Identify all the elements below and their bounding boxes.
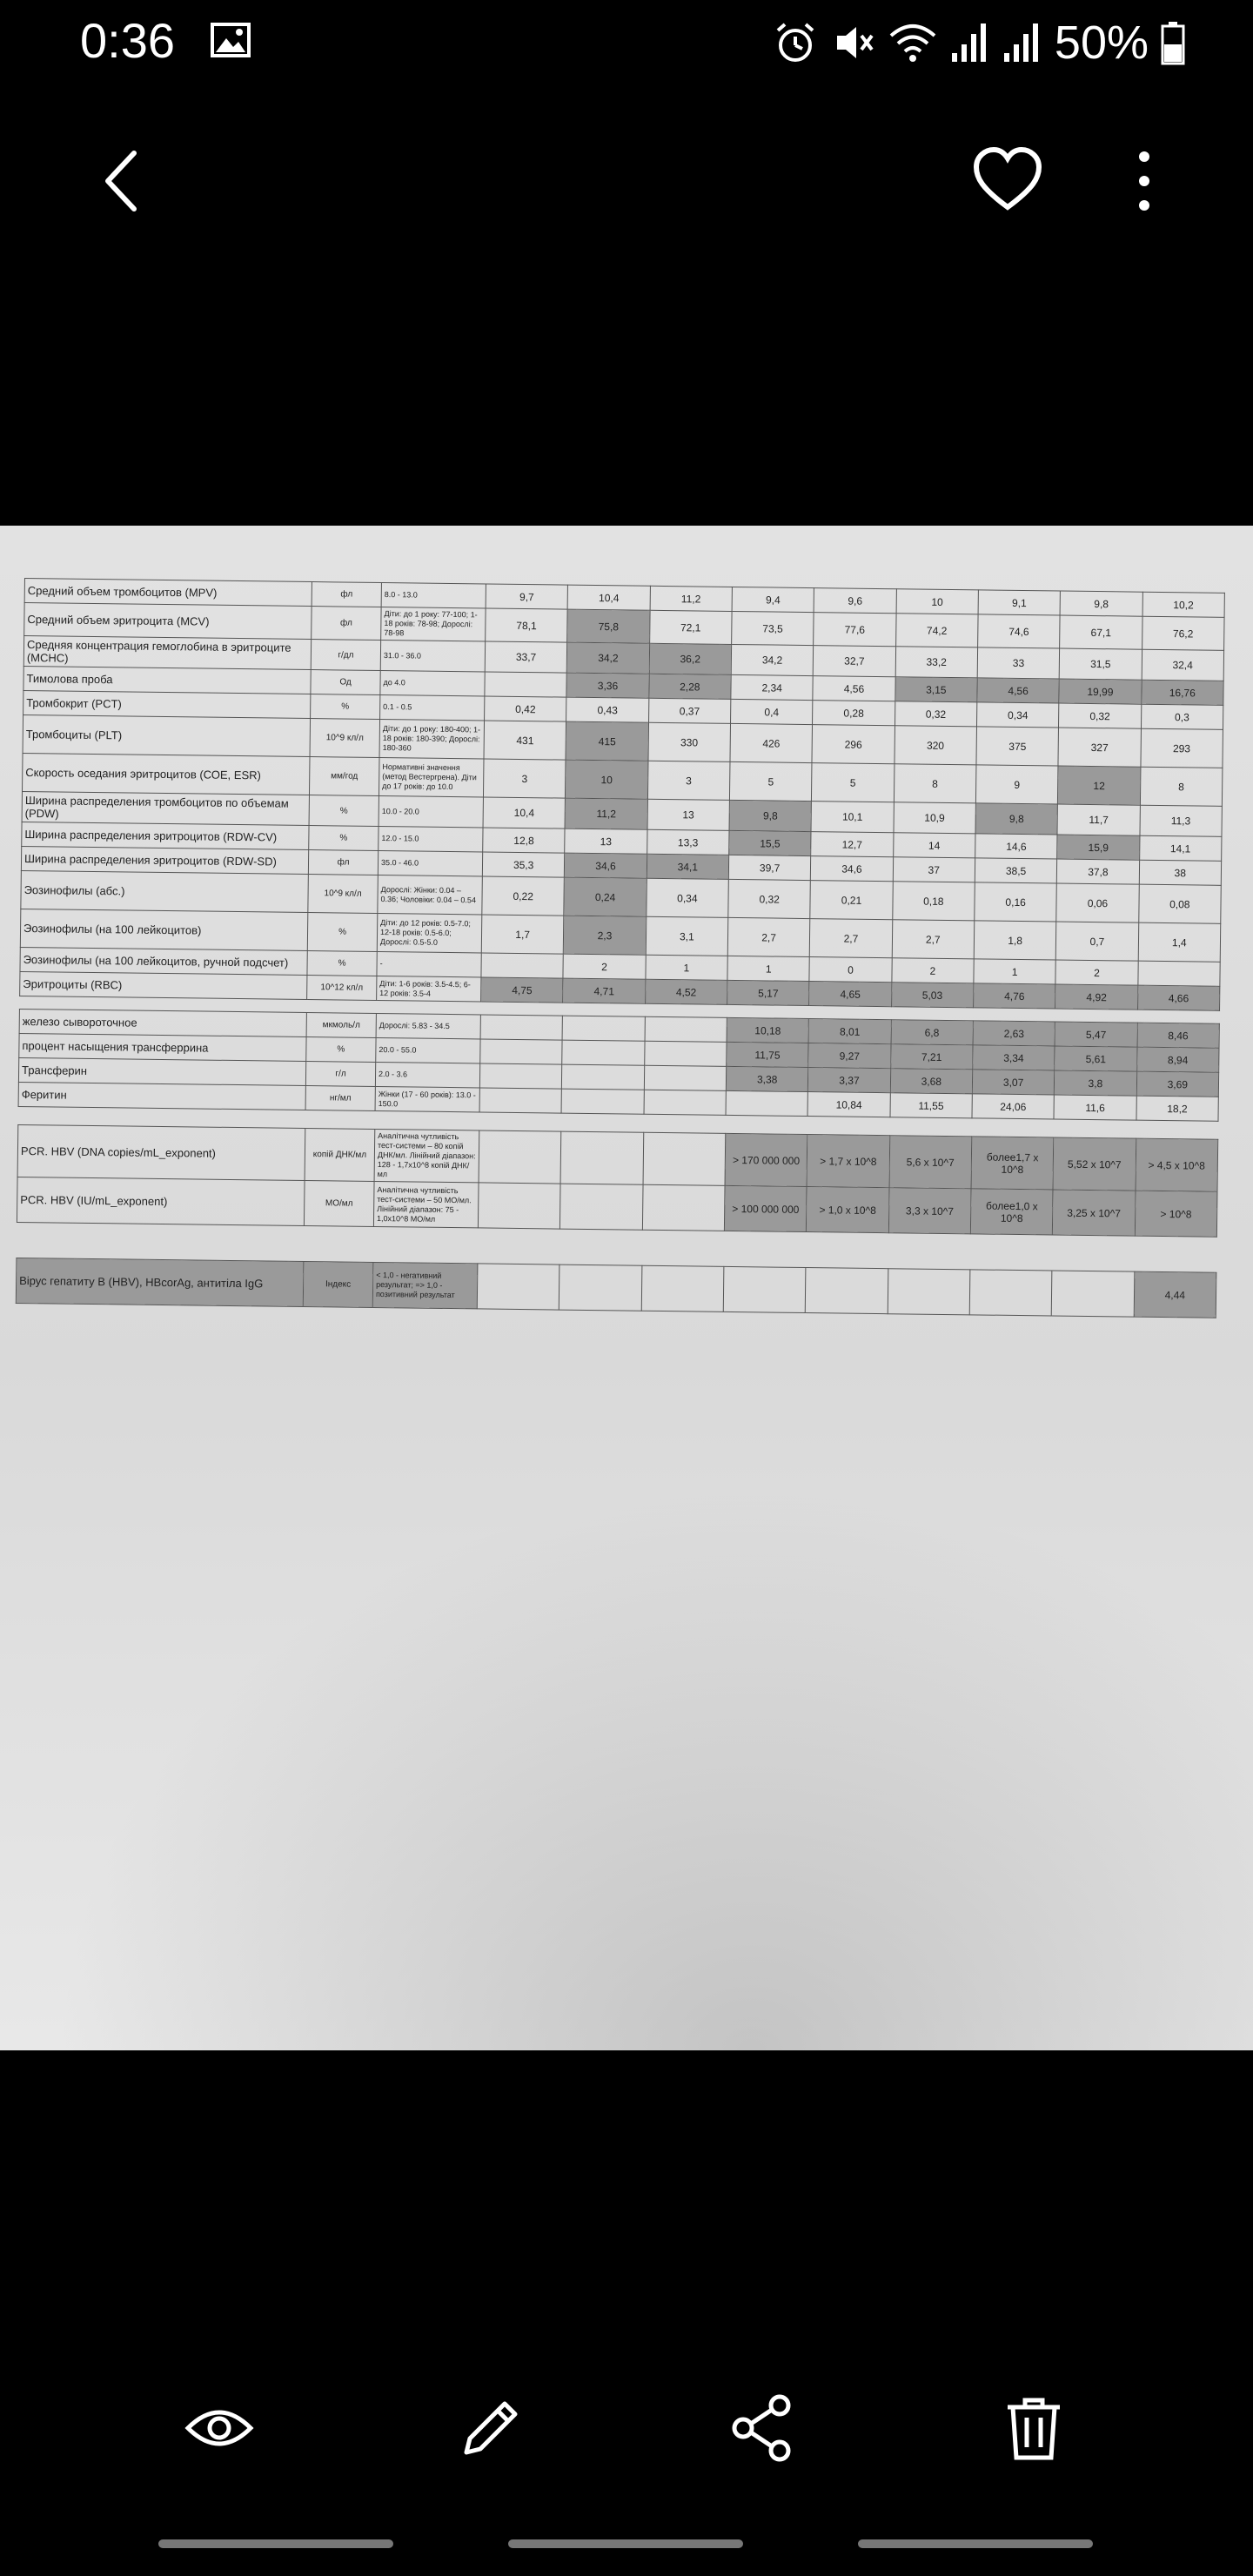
trash-icon[interactable] [997,2392,1070,2465]
result-cell: 14,6 [975,834,1058,859]
result-cell: 0,28 [813,701,895,726]
test-name-cell: Эозинофилы (на 100 лейкоцитов) [20,909,308,950]
result-cell: 1 [646,955,728,980]
test-name-cell: Ширина распределения эритроцитов (RDW-SD) [21,846,308,874]
result-cell: 12,7 [811,832,894,857]
test-name-cell: PCR. HBV (DNA copies/mL_exponent) [17,1124,305,1180]
reference-range-cell: < 1,0 - негативний результат; => 1,0 - позитивний результат [372,1262,478,1308]
unit-cell: 10^9 кл/л [310,719,380,758]
result-cell: 9 [975,765,1058,804]
result-cell: 10 [896,589,979,614]
result-cell: 34,1 [647,854,729,879]
result-cell: 9,8 [1060,591,1142,616]
result-cell: 2,34 [731,674,814,700]
result-cell: 15,9 [1057,835,1140,860]
result-cell: 0,22 [482,876,565,916]
result-cell: 13,3 [647,829,729,855]
test-name-cell: железо сывороточное [19,1009,306,1036]
result-cell: 1,4 [1138,922,1221,962]
result-cell: 2,3 [564,916,647,955]
result-cell: 74,2 [895,614,978,647]
result-cell: 0,24 [564,877,647,916]
result-cell: 33,7 [485,641,567,673]
result-cell: 320 [895,726,977,765]
result-cell: 0 [809,957,892,983]
hbv-antibody-table [16,1258,1217,1318]
result-cell: 1,7 [481,915,564,954]
result-cell [480,1039,563,1064]
result-cell [806,1268,888,1314]
test-name-cell: процент насыщения трансферрина [19,1033,306,1061]
blood-results-table [19,578,1225,1011]
result-cell [480,1015,563,1040]
result-cell: 4,65 [809,982,892,1007]
result-cell: 11,7 [1057,804,1140,835]
result-cell [561,1089,644,1114]
unit-cell: мкмоль/л [306,1013,376,1038]
reference-range-cell: 10.0 - 20.0 [379,795,483,827]
result-cell: 2,7 [892,920,975,959]
result-cell [645,1016,727,1042]
result-cell: > 1,0 x 10^8 [807,1187,889,1233]
result-cell: 5,17 [727,980,810,1005]
result-cell: 33 [977,647,1060,679]
result-cell: 0,32 [895,701,977,727]
result-cell [479,1130,561,1184]
result-cell: 10,4 [483,797,566,828]
result-cell [641,1265,724,1311]
result-cell: 12 [1058,766,1141,805]
result-cell: 11,2 [565,798,647,829]
result-cell: 3 [647,761,730,800]
result-cell: 39,7 [728,855,811,880]
result-cell: 72,1 [649,610,732,644]
result-cell: 9,7 [486,584,568,609]
status-time: 0:36 [80,13,175,68]
result-cell: 431 [484,721,566,760]
photo-viewer[interactable] [0,526,1253,2050]
result-cell [562,1040,645,1065]
result-cell: 415 [566,721,648,761]
nav-pill-home[interactable] [508,2539,743,2548]
result-cell: 74,6 [978,614,1061,648]
result-cell: 2,7 [810,919,893,958]
test-name-cell: Эритроциты (RBC) [20,971,307,999]
result-cell [481,953,564,978]
pcr-table [17,1124,1218,1238]
gesture-navigation-bar [0,2539,1253,2550]
result-cell: 16,76 [1141,680,1223,705]
result-cell: 0,34 [976,702,1059,728]
result-cell: 4,44 [1134,1271,1216,1318]
result-cell: 0,34 [646,878,728,917]
unit-cell: % [309,795,379,827]
result-cell: 10 [566,760,648,799]
result-cell: 8 [894,764,976,803]
result-cell: 2 [892,958,975,983]
battery-icon [1161,20,1185,65]
reference-range-cell: Аналітична чутливість тест-системи – 80 копій ДНК/мл. Лінійний діапазон: 128 - 1,7х10^8 копій ДНК/мл [374,1129,479,1182]
unit-cell: % [306,1036,376,1062]
result-cell: 9,8 [975,803,1058,835]
unit-cell: 10^9 кл/л [308,875,379,914]
result-cell: 9,8 [729,800,812,831]
reference-range-cell: Діти: до 1 року: 180-400; 1-18 років: 180-390; Дорослі: 180-360 [379,720,485,759]
result-cell [1052,1271,1135,1317]
result-cell: 34,6 [565,853,647,878]
mute-icon [830,20,875,65]
result-cell: 3 [483,759,566,798]
test-name-cell: Феритин [18,1082,305,1110]
eye-icon[interactable] [183,2392,256,2465]
result-cell: 3,25 x 10^7 [1053,1190,1136,1236]
result-cell: 34,6 [811,856,894,882]
result-cell: 19,99 [1059,679,1142,704]
result-cell: 3,34 [973,1045,1055,1070]
result-cell: 11,6 [1054,1095,1136,1120]
result-cell [644,1065,727,1090]
result-cell: 77,6 [814,613,896,647]
result-cell: 76,2 [1142,616,1224,650]
result-cell: 11,55 [890,1093,973,1118]
result-cell: 5,47 [1055,1022,1137,1047]
result-cell: 0,06 [1056,883,1139,922]
reference-range-cell: Діти: до 12 років: 0.5-7.0; 12-18 років: 0.5-6.0; Дорослі: 0.5-5.0 [377,913,482,952]
result-cell: 3,1 [646,916,728,956]
result-cell [485,672,567,697]
result-cell: 4,66 [1137,985,1220,1010]
result-cell: 5,61 [1055,1046,1137,1071]
result-cell: 8 [1140,767,1223,806]
result-cell: 8,94 [1136,1047,1219,1072]
test-name-cell: Тромбоциты (PLT) [23,714,311,756]
result-cell: 4,56 [813,676,895,701]
iron-table [18,1009,1220,1122]
result-cell: 296 [812,725,895,764]
result-cell: 9,27 [808,1043,891,1069]
result-cell: 10,9 [894,802,976,834]
signal-icon-2 [1002,20,1042,65]
result-cell [560,1184,643,1230]
unit-cell: % [311,694,380,720]
result-cell [478,1183,560,1229]
photo-shadow [0,1441,1253,2050]
result-cell: 9,1 [978,590,1061,615]
result-cell [726,1090,808,1116]
reference-range-cell: 35.0 - 46.0 [378,850,482,875]
result-cell: 13 [565,828,647,854]
unit-cell: Індекс [303,1261,373,1307]
result-cell: более1,7 x 10^8 [971,1137,1054,1190]
test-name-cell: Средний объем тромбоцитов (MPV) [24,579,312,607]
result-cell: 0,21 [810,881,893,920]
result-cell: 0,42 [485,696,567,721]
result-cell [559,1265,642,1311]
result-cell: 1,8 [974,921,1056,960]
result-cell: 37,8 [1057,859,1140,884]
unit-cell: г/дл [311,640,380,671]
result-cell: 14 [893,833,975,858]
pencil-icon[interactable] [454,2392,527,2465]
reference-range-cell: Діти: 1-6 років: 3.5-4.5; 6-12 років: 3.5-4 [377,976,481,1001]
result-cell: 2 [563,954,646,979]
result-cell: 32,7 [814,646,896,677]
result-cell: 5,03 [891,983,974,1008]
reference-range-cell: Жінки (17 - 60 років): 13.0 - 150.0 [375,1086,479,1111]
result-cell: 11,2 [650,586,733,611]
reference-range-cell: 20.0 - 55.0 [376,1037,480,1063]
result-cell: 12,8 [483,828,566,853]
result-cell: 11,3 [1140,805,1223,836]
result-cell: 11,75 [727,1042,809,1067]
result-cell [1138,961,1221,986]
result-cell: 38,5 [975,858,1057,883]
result-cell: 13 [647,799,730,830]
result-cell [479,1063,562,1089]
result-cell: более1,0 x 10^8 [970,1189,1053,1235]
result-cell: 78,1 [486,608,568,642]
result-cell [888,1269,970,1315]
test-name-cell: Тромбокрит (PCT) [23,690,311,718]
result-cell [723,1266,806,1312]
bottom-action-bar [0,2385,1253,2472]
test-name-cell: Вірус гепатиту В (HBV), HBcorAg, антитіла IgG [16,1258,304,1306]
nav-pill-back[interactable] [858,2539,1093,2548]
result-cell [969,1270,1052,1316]
result-cell: 8,01 [808,1019,891,1044]
test-name-cell: Средний объем эритроцита (MCV) [24,603,312,640]
result-cell: 73,5 [732,611,814,645]
reference-range-cell: Дорослі: 5.83 - 34.5 [376,1013,480,1038]
viewer-toolbar [0,131,1253,226]
reference-range-cell: Діти: до 1 року: 77-100; 1-18 років: 78-98; Дорослі: 78-98 [381,607,486,641]
result-cell: 0,32 [728,879,811,918]
unit-cell: % [307,913,378,952]
reference-range-cell: 12.0 - 15.0 [379,826,483,851]
battery-percent: 50% [1054,17,1149,69]
unit-cell: фл [312,607,381,641]
result-cell: 0,18 [892,882,975,921]
result-cell: 38 [1139,860,1222,885]
result-cell: 0,7 [1056,922,1139,961]
result-cell: 37 [893,857,975,882]
test-name-cell: Средняя концентрация гемоглобина в эритроците (MCHC) [23,636,311,670]
result-cell: 2,7 [727,917,810,956]
result-cell: 5 [812,763,895,802]
test-name-cell: Эозинофилы (абс.) [21,870,309,912]
test-name-cell: PCR. HBV (IU/mL_exponent) [17,1177,305,1225]
reference-range-cell: Аналітична чутливість тест-системи – 50 МО/мл. Лінійний діапазон: 75 - 1,0х10^8 МО/мл [373,1181,479,1227]
result-cell: 10,1 [811,802,894,833]
result-cell: 75,8 [567,609,650,643]
result-cell: 4,56 [977,678,1060,703]
test-name-cell: Ширина распределения тромбоцитов по объемам (PDW) [22,791,309,825]
result-cell: 36,2 [649,643,732,674]
reference-range-cell: до 4.0 [380,671,485,696]
result-cell: 3,8 [1055,1070,1137,1096]
result-cell: > 10^8 [1135,1191,1217,1237]
result-cell [479,1088,562,1113]
result-cell [642,1184,725,1231]
unit-cell: фл [308,850,378,875]
result-cell: 10,84 [807,1092,890,1117]
result-cell [562,1016,645,1041]
reference-range-cell: 0.1 - 0.5 [380,695,485,721]
reference-range-cell: 8.0 - 13.0 [381,583,486,608]
status-bar [0,0,1253,87]
test-name-cell: Тимолова проба [23,666,311,694]
wifi-icon [888,20,938,65]
result-cell: 0,43 [566,697,649,722]
result-cell: 34,2 [731,644,814,675]
result-cell: 426 [730,723,813,762]
result-cell: 293 [1141,728,1223,768]
unit-cell: нг/мл [305,1085,375,1110]
result-cell: 4,75 [481,977,564,1003]
unit-cell: % [309,826,379,851]
result-cell: 5,52 x 10^7 [1053,1137,1136,1191]
unit-cell: фл [312,582,381,607]
result-cell: 4,92 [1055,984,1138,1010]
unit-cell: МО/мл [304,1180,374,1226]
result-cell: 3,15 [895,677,977,702]
result-cell: 327 [1058,728,1141,767]
result-cell: 31,5 [1059,648,1142,680]
status-icons [773,12,1185,73]
signal-icon [950,20,990,65]
gallery-notification-icon [211,23,251,57]
result-cell [560,1131,643,1184]
test-name-cell: Эозинофилы (на 100 лейкоцитов, ручной подсчет) [20,947,307,975]
heart-icon[interactable] [973,146,1042,212]
result-cell: 15,5 [729,830,812,855]
result-cell: 4,52 [645,979,727,1004]
test-name-cell: Скорость оседания эритроцитов (СОЕ, ESR) [23,753,311,795]
result-cell: 2,63 [973,1021,1055,1046]
result-cell: 5,6 x 10^7 [889,1136,972,1189]
result-cell: 0,32 [1059,703,1142,728]
result-cell: 3,3 x 10^7 [888,1188,971,1234]
table-row [16,1258,1216,1318]
unit-cell: копій ДНК/мл [305,1128,375,1181]
result-cell: 10,4 [567,585,650,610]
nav-pill-recents[interactable] [158,2539,393,2548]
unit-cell: г/л [305,1061,375,1086]
result-cell: > 1,7 x 10^8 [807,1135,889,1188]
result-cell: 32,4 [1142,649,1224,681]
reference-range-cell: - [377,951,481,976]
result-cell: > 170 000 000 [725,1133,807,1186]
result-cell: 6,8 [891,1020,974,1045]
result-cell: > 100 000 000 [724,1185,807,1231]
result-cell: 2 [1055,960,1138,985]
back-icon[interactable] [96,146,148,216]
reference-range-cell: 31.0 - 36.0 [380,641,485,672]
result-cell: 3,36 [566,673,649,698]
result-cell: 0,4 [730,699,813,724]
result-cell: 24,06 [972,1094,1055,1119]
reference-range-cell: Дорослі: Жінки: 0.04 – 0.36; Чоловіки: 0.04 – 0.54 [378,875,483,914]
result-cell: 3,69 [1136,1071,1219,1097]
result-cell: 2,28 [649,674,732,699]
unit-cell: % [307,951,377,976]
result-cell [562,1064,645,1090]
test-name-cell: Ширина распределения эритроцитов (RDW-CV) [22,822,309,849]
unit-cell: 10^12 кл/л [307,976,377,1001]
result-cell [477,1264,559,1310]
result-cell: 7,21 [890,1044,973,1070]
result-cell: 3,68 [890,1069,973,1094]
result-cell: 67,1 [1060,615,1142,649]
result-cell: 330 [648,722,731,761]
test-name-cell: Трансферин [18,1057,305,1085]
result-cell: 4,76 [974,983,1056,1009]
result-cell: 0,37 [648,698,731,723]
result-cell: 10,18 [727,1017,809,1043]
share-icon[interactable] [726,2392,799,2465]
more-vert-icon[interactable] [1122,146,1166,216]
result-cell [644,1090,727,1115]
result-cell: 3,07 [972,1070,1055,1095]
result-cell [643,1132,726,1185]
result-cell [644,1041,727,1066]
result-cell: 18,2 [1136,1096,1219,1121]
result-cell: 1 [974,959,1056,984]
result-cell: 0,08 [1138,884,1221,923]
result-cell: 3,38 [726,1066,808,1091]
result-cell: 0,16 [975,882,1057,922]
result-cell: 9,6 [814,588,896,614]
unit-cell: Од [311,670,380,695]
result-cell: 9,4 [732,587,814,612]
result-cell: 8,46 [1137,1023,1220,1048]
result-cell: 1 [727,956,810,981]
unit-cell: мм/год [309,757,379,796]
result-cell: 35,3 [482,852,565,877]
result-cell: 5 [729,761,812,801]
lab-results-sheet [16,578,1225,1318]
result-cell: 10,2 [1142,592,1225,617]
result-cell: 375 [976,727,1059,766]
result-cell: > 4,5 x 10^8 [1136,1138,1218,1191]
result-cell: 0,3 [1141,704,1223,729]
result-cell: 4,71 [563,978,646,1003]
reference-range-cell: 2.0 - 3.6 [375,1062,479,1087]
result-cell: 3,37 [808,1068,891,1093]
result-cell: 34,2 [567,642,650,674]
alarm-icon [773,20,818,65]
result-cell: 33,2 [895,647,978,678]
reference-range-cell: Нормативні значення (метод Вестергрена). Діти до 17 років: до 10.0 [379,758,484,797]
result-cell: 14,1 [1139,835,1222,861]
